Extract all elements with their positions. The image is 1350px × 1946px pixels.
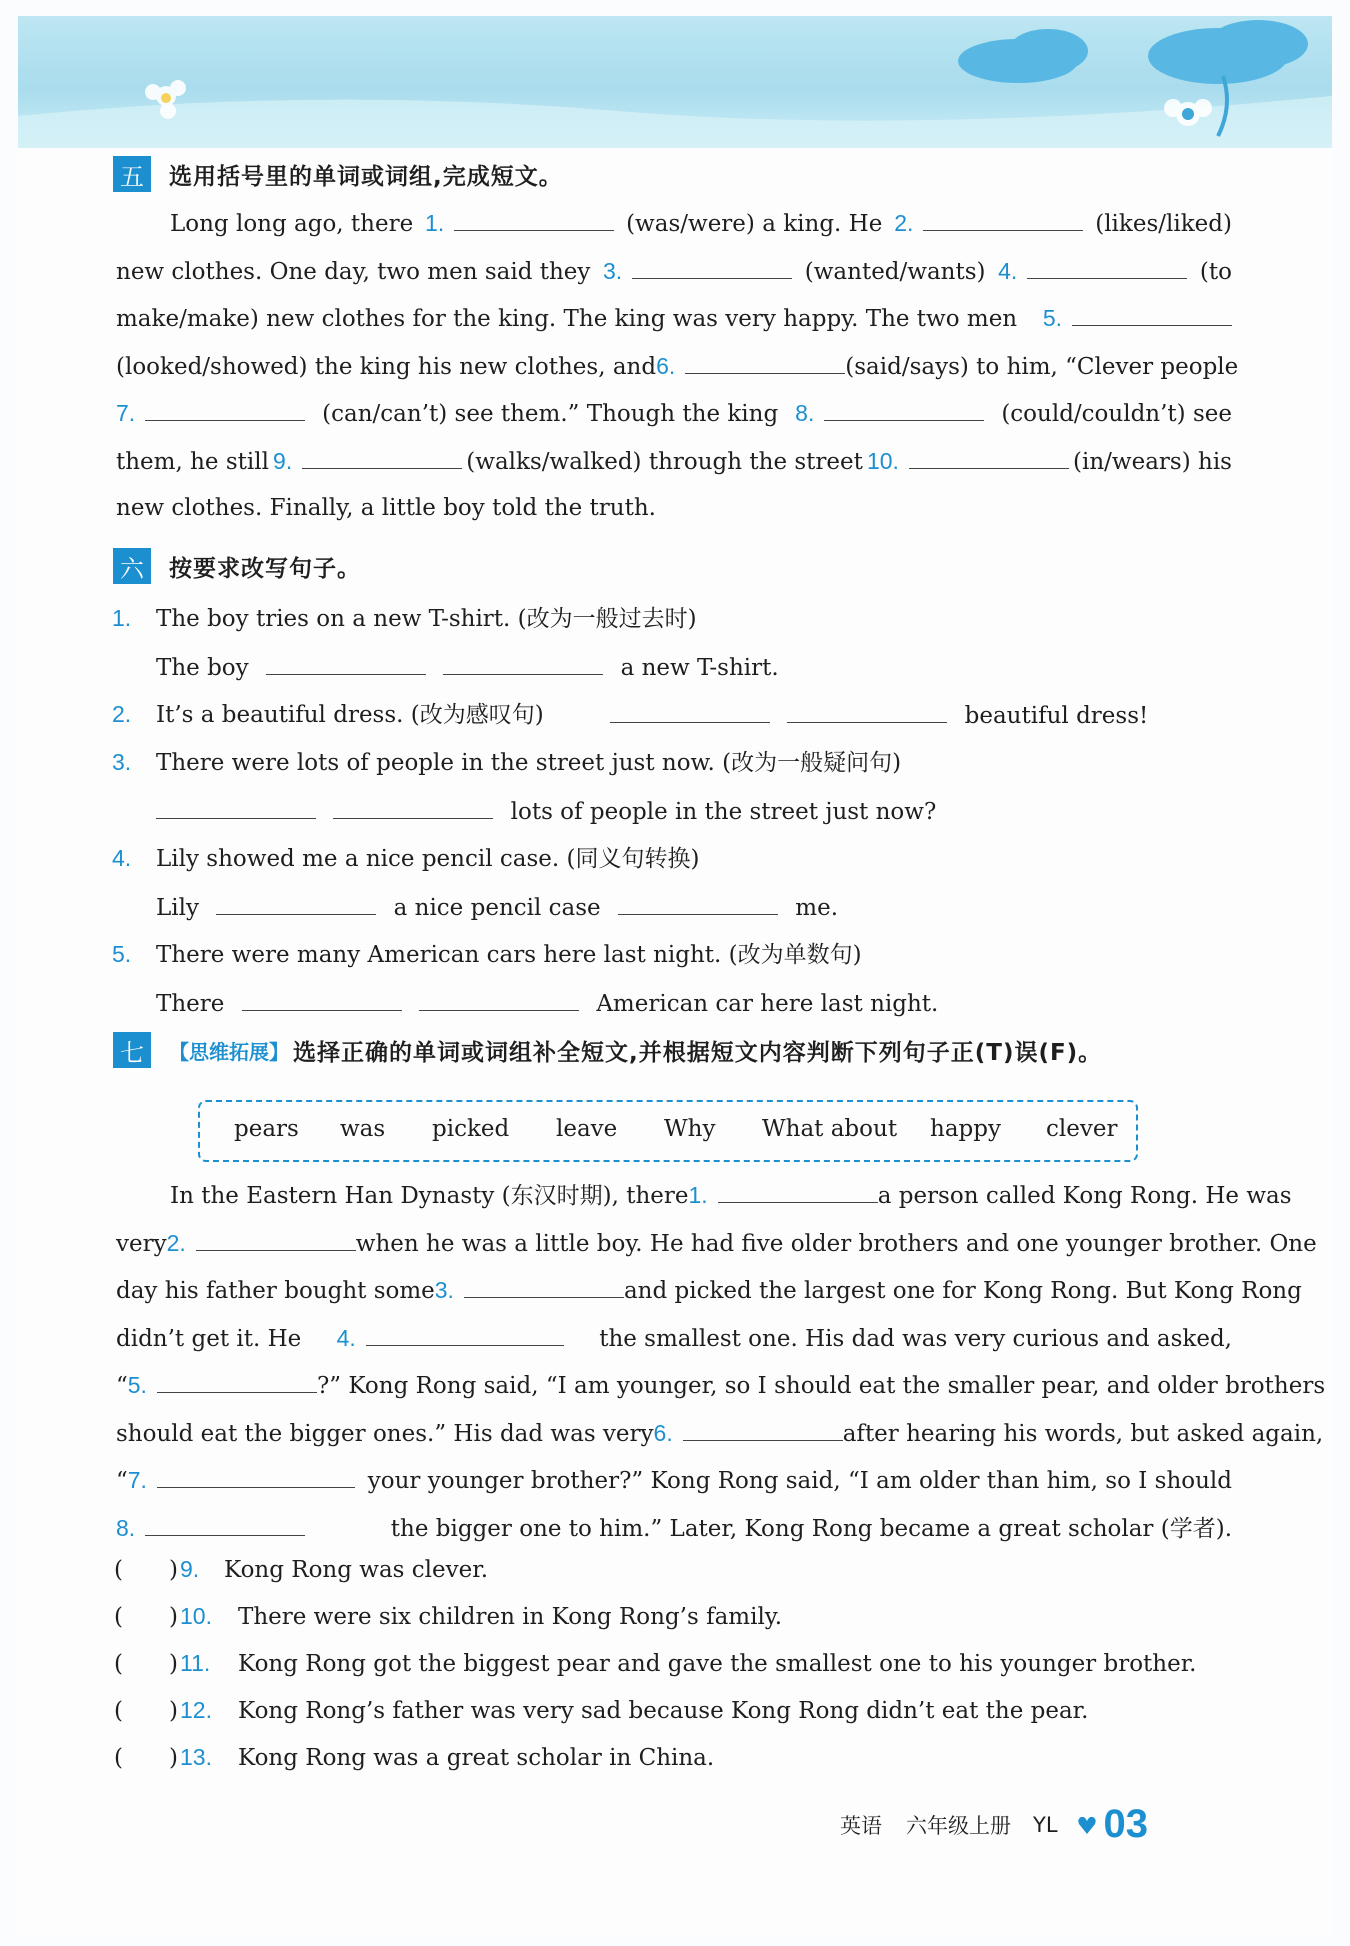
passage-text: day his father bought some [116, 1278, 435, 1304]
blank-number: 7. [127, 1467, 147, 1493]
answer-blank[interactable] [266, 648, 426, 675]
answer-blank[interactable] [242, 984, 402, 1011]
item-number: 4. [112, 845, 132, 871]
word-option: picked [432, 1116, 510, 1142]
rewrite-answer-line [156, 648, 779, 681]
answer-blank[interactable] [787, 696, 947, 723]
word-option: clever [1046, 1116, 1118, 1142]
item-text: It’s a beautiful dress. (改为感叹句) [156, 702, 544, 728]
passage-text: should eat the bigger ones.” His dad was very [116, 1420, 654, 1447]
passage-text: them, he still [116, 448, 269, 475]
item-text: There were many American cars here last night. (改为单数句) [156, 942, 862, 968]
section-7-heading [113, 1032, 1102, 1068]
item-number: 3. [112, 749, 132, 775]
item-text: There were lots of people in the street just now. (改为一般疑问句) [156, 750, 902, 776]
word-option: pears [234, 1116, 299, 1142]
rewrite-answer-line [156, 984, 938, 1017]
answer-blank[interactable] [683, 1414, 843, 1441]
answer-blank[interactable] [1027, 252, 1187, 279]
answer-blank[interactable] [157, 1461, 355, 1488]
blank-number: 3. [602, 257, 623, 284]
true-false-item [114, 1556, 488, 1583]
item-number: 12. [180, 1697, 212, 1723]
section-5-heading [113, 156, 563, 192]
rewrite-item [112, 936, 862, 969]
item-number: 11. [180, 1650, 211, 1676]
item-number: 5. [112, 941, 132, 967]
section-7-passage [116, 1172, 1326, 1552]
answer-text: a new T-shirt. [620, 655, 779, 681]
blank-number: 4. [998, 257, 1018, 284]
answer-blank[interactable] [632, 252, 792, 279]
passage-text: when he was a little boy. He had five older brothers and one younger brother. One [355, 1230, 1317, 1257]
item-number: 1. [112, 605, 132, 631]
passage-text: (could/couldn’t) see [1001, 401, 1232, 427]
passage-text: ?” Kong Rong said, “I am younger, so I should eat the smaller pear, and older brothers [316, 1373, 1326, 1399]
passage-text: (wanted/wants) [804, 258, 986, 285]
answer-text: a nice pencil case [393, 895, 601, 921]
true-false-item [114, 1744, 714, 1771]
blank-number: 10. [866, 447, 899, 474]
item-text: The boy tries on a new T-shirt. (改为一般过去时) [156, 606, 697, 632]
answer-blank[interactable] [909, 442, 1069, 469]
answer-blank[interactable] [464, 1271, 624, 1298]
section-badge: 五 [113, 156, 151, 192]
passage-text: the smallest one. His dad was very curious and asked, [599, 1325, 1232, 1352]
rewrite-answer-line [156, 888, 838, 921]
passage-line [116, 485, 1232, 533]
passage-text: after hearing his words, but asked again, [842, 1420, 1324, 1447]
passage-text: new clothes. One day, two men said they [116, 258, 591, 285]
passage-text: (was/were) a king. He [626, 211, 883, 237]
word-bank [198, 1100, 1138, 1162]
item-number: 13. [180, 1744, 212, 1770]
section-title: 按要求改写句子。 [169, 555, 361, 582]
answer-blank[interactable] [145, 1509, 305, 1536]
blank-number: 5. [1042, 305, 1062, 331]
answer-blank[interactable] [216, 888, 376, 915]
passage-line [116, 1172, 1292, 1220]
passage-text: (to [1199, 258, 1232, 285]
header-banner [18, 16, 1332, 148]
passage-text: and picked the largest one for Kong Rong. But Kong Rong [623, 1278, 1302, 1304]
blank-number: 6. [653, 1419, 673, 1446]
passage-line [116, 1457, 1232, 1505]
item-text: Kong Rong’s father was very sad because Kong Rong didn’t eat the pear. [238, 1698, 1089, 1724]
passage-line [116, 1220, 1317, 1268]
banner-illustration [18, 16, 1332, 148]
answer-blank[interactable] [145, 394, 305, 421]
section-badge: 六 [113, 548, 151, 584]
footer-edition: YL [1033, 1812, 1058, 1837]
passage-line [116, 1505, 1232, 1553]
page-footer [840, 1802, 1148, 1847]
passage-text: very [116, 1230, 167, 1257]
answer-blank[interactable] [618, 888, 778, 915]
item-text: There were six children in Kong Rong’s family. [238, 1604, 783, 1630]
footer-grade: 六年级上册 [906, 1813, 1011, 1838]
passage-text: your younger brother?” Kong Rong said, “I am older than him, so I should [367, 1468, 1232, 1494]
answer-parentheses[interactable]: ( ) [114, 1745, 178, 1771]
passage-line [116, 390, 1232, 438]
answer-blank[interactable] [366, 1319, 564, 1346]
section-5-passage [116, 200, 1239, 533]
word-option: What about [762, 1116, 898, 1142]
answer-parentheses[interactable]: ( ) [114, 1557, 178, 1583]
passage-text: (looked/showed) the king his new clothes, and [116, 353, 657, 380]
blank-number: 7. [116, 400, 136, 426]
passage-line [116, 1362, 1326, 1410]
item-text: Kong Rong was a great scholar in China. [238, 1745, 715, 1771]
passage-text: a person called Kong Rong. He was [877, 1183, 1292, 1209]
blank-number: 8. [116, 1514, 136, 1541]
answer-text: The boy [156, 655, 249, 681]
blank-number: 2. [894, 210, 914, 236]
answer-blank[interactable] [923, 204, 1083, 231]
answer-parentheses[interactable]: ( ) [114, 1651, 178, 1677]
blank-number: 8. [795, 400, 815, 426]
passage-line [116, 438, 1232, 486]
answer-blank[interactable] [419, 984, 579, 1011]
item-text: Kong Rong got the biggest pear and gave the smallest one to his younger brother. [238, 1651, 1197, 1677]
passage-line [116, 1267, 1302, 1315]
answer-text: American car here last night. [596, 991, 939, 1017]
answer-text: There [156, 991, 225, 1017]
page-number: 03 [1103, 1802, 1149, 1846]
blank-number: 1. [425, 210, 445, 236]
word-option: leave [556, 1116, 618, 1142]
item-text: Lily showed me a nice pencil case. (同义句转换) [156, 846, 700, 872]
heart-icon [1076, 1814, 1098, 1836]
answer-blank[interactable] [685, 347, 845, 374]
item-number: 10. [180, 1603, 212, 1629]
blank-number: 6. [656, 352, 676, 379]
answer-text: Lily [156, 895, 199, 921]
section-6-heading [113, 548, 361, 584]
passage-line [116, 1410, 1324, 1458]
answer-parentheses[interactable]: ( ) [114, 1604, 178, 1630]
blank-number: 3. [434, 1277, 454, 1303]
passage-line [116, 295, 1232, 343]
passage-line [116, 248, 1232, 296]
footer-subject: 英语 [840, 1813, 882, 1838]
answer-parentheses[interactable]: ( ) [114, 1698, 178, 1724]
passage-text: (likes/liked) [1095, 211, 1232, 237]
answer-blank[interactable] [1072, 299, 1232, 326]
rewrite-item [112, 840, 699, 873]
passage-text: (walks/walked) through the street [466, 448, 863, 475]
item-text: Kong Rong was clever. [224, 1557, 489, 1583]
blank-number: 2. [166, 1229, 186, 1256]
answer-text: beautiful dress! [964, 703, 1149, 729]
answer-blank[interactable] [824, 394, 984, 421]
rewrite-item [112, 600, 697, 633]
true-false-item [114, 1697, 1088, 1724]
answer-text: me. [795, 895, 839, 921]
answer-blank[interactable] [718, 1176, 878, 1203]
passage-text: make/make) new clothes for the king. The king was very happy. The two men [116, 306, 1018, 332]
answer-blank[interactable] [454, 204, 614, 231]
blank-number: 1. [688, 1182, 708, 1208]
passage-text: (in/wears) his [1073, 448, 1232, 475]
answer-blank[interactable] [302, 442, 462, 469]
passage-text: new clothes. Finally, a little boy told the truth. [116, 495, 656, 521]
word-option: happy [930, 1116, 1001, 1142]
passage-line [116, 200, 1232, 248]
item-number: 2. [112, 701, 132, 727]
passage-text: Long long ago, there [170, 211, 414, 237]
section-title: 选择正确的单词或词组补全短文,并根据短文内容判断下列句子正(T)误(F)。 [293, 1039, 1103, 1066]
word-option: Why [664, 1116, 716, 1142]
answer-blank[interactable] [610, 696, 770, 723]
answer-text: lots of people in the street just now? [510, 799, 937, 825]
answer-blank[interactable] [333, 792, 493, 819]
passage-text: In the Eastern Han Dynasty (东汉时期), there [170, 1183, 689, 1209]
section-title: 选用括号里的单词或词组,完成短文。 [169, 163, 563, 190]
true-false-item [114, 1650, 1197, 1677]
blank-number: 4. [336, 1324, 356, 1351]
passage-text: (can/can’t) see them.” Though the king [322, 401, 779, 427]
section-badge: 七 [113, 1032, 151, 1068]
blank-number: 9. [273, 447, 293, 474]
answer-blank[interactable] [157, 1366, 317, 1393]
word-option: was [340, 1116, 386, 1142]
rewrite-answer-line [156, 792, 936, 825]
item-number: 9. [180, 1556, 200, 1582]
passage-text: (said/says) to him, “Clever people [845, 353, 1239, 380]
quote-mark: “ [116, 1468, 128, 1494]
quote-mark: “ [116, 1373, 128, 1399]
passage-line [116, 343, 1239, 391]
rewrite-item [112, 744, 901, 777]
blank-number: 5. [127, 1372, 147, 1398]
true-false-item [114, 1603, 782, 1630]
answer-blank[interactable] [443, 648, 603, 675]
answer-blank[interactable] [196, 1224, 356, 1251]
passage-text: the bigger one to him.” Later, Kong Rong became a great scholar (学者). [390, 1515, 1232, 1542]
section-tag: 【思维拓展】 [169, 1039, 289, 1064]
rewrite-item [112, 696, 544, 729]
passage-line [116, 1315, 1232, 1363]
answer-blank[interactable] [156, 792, 316, 819]
rewrite-answer-line [610, 696, 1148, 729]
passage-text: didn’t get it. He [116, 1325, 302, 1352]
